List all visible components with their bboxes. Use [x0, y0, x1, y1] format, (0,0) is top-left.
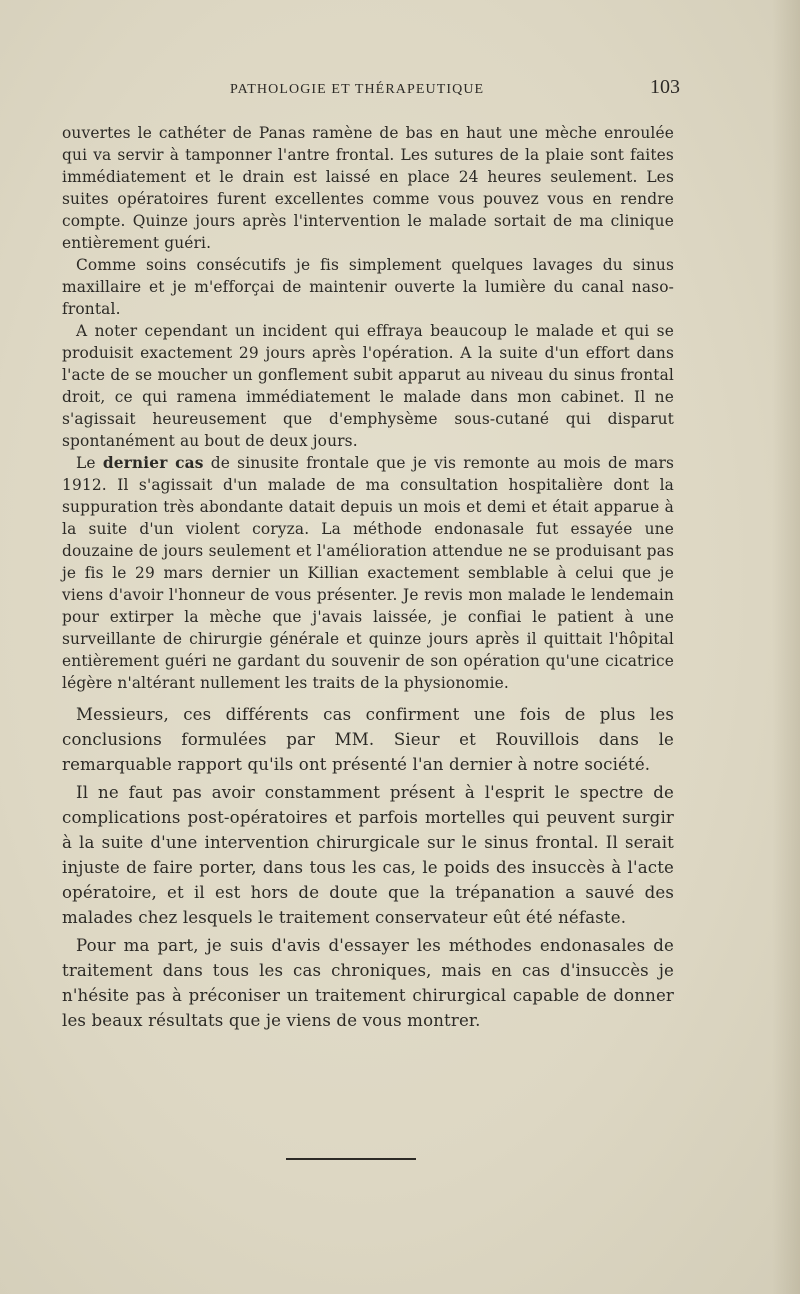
page-number: 103 — [650, 76, 680, 98]
paragraph-4-lead: Le — [76, 454, 96, 472]
paragraph-2: Comme soins consécutifs je fis simplement quelques lavages du sinus maxillaire et je m'efforçai de maintenir ouverte la lumière du canal naso-frontal. — [62, 256, 674, 318]
page-edge-shadow — [772, 0, 800, 1294]
paragraph-5: Messieurs, ces différents cas confirment une fois de plus les conclusions formulées par MM. Sieur et Rouvillois dans le remarquable rapport qu'ils ont présenté l'an dernier à notre société. — [62, 705, 674, 774]
paragraph-4-bold-phrase: dernier cas — [102, 454, 204, 472]
paragraph-1: ouvertes le cathéter de Panas ramène de bas en haut une mèche enroulée qui va servir à tamponner l'antre frontal. Les sutures de la plaie sont faites immédiatement et le drain est laissé en place 24 heures seulement. Les suites opératoires furent excellentes comme vous pouvez vous en rendre compte. Quinze jours après l'intervention le malade sortait de ma clinique entièrement guéri. — [62, 124, 674, 252]
page-header — [230, 74, 680, 104]
end-rule — [286, 1158, 416, 1160]
body-text — [62, 122, 674, 1033]
paragraph-7: Pour ma part, je suis d'avis d'essayer les méthodes endonasales de traitement dans tous les cas chroniques, mais en cas d'insuccès je n'hésite pas à préconiser un traitement chirurgical capable de donner les beaux résultats que je viens de vous montrer. — [62, 936, 674, 1030]
paragraph-4 — [62, 452, 674, 694]
paragraph-4-text: de sinusite frontale que je vis remonte au mois de mars 1912. Il s'agissait d'un malade de ma consultation hospitalière dont la suppuration très abondante datait depuis un mois et demi et était apparue à la suite d'un violent coryza. La méthode endonasale fut essayée une douzaine de jours seulement et l'amélioration attendue ne se produisant pas je fis le 29 mars dernier un Killian exactement semblable à celui que je viens d'avoir l'honneur de vous présenter. Je revis mon malade le lendemain pour extirper la mèche que j'avais laissée, je confiai le patient à une surveillante de chirurgie générale et quinze jours après il quittait l'hôpital entièrement guéri ne gardant du souvenir de son opération qu'une cicatrice légère n'altérant nullement les traits de la physionomie. — [62, 454, 675, 692]
paragraph-6: Il ne faut pas avoir constamment présent à l'esprit le spectre de complications post-opératoires et parfois mortelles qui peuvent surgir à la suite d'une intervention chirurgicale sur le sinus frontal. Il serait injuste de faire porter, dans tous les cas, le poids des insuccès à l'acte opératoire, et il est hors de doute que la trépanation a sauvé des malades chez lesquels le traitement conservateur eût été néfaste. — [62, 783, 674, 927]
paragraph-3: A noter cependant un incident qui effraya beaucoup le malade et qui se produisit exactement 29 jours après l'opération. A la suite d'un effort dans l'acte de se moucher un gonflement subit apparut au niveau du sinus frontal droit, ce qui ramena immédiatement le malade dans mon cabinet. Il ne s'agissait heureusement que d'emphysème sous-cutané qui disparut spontanément au bout de deux jours. — [62, 322, 674, 450]
running-title: PATHOLOGIE ET THÉRAPEUTIQUE — [230, 82, 485, 97]
